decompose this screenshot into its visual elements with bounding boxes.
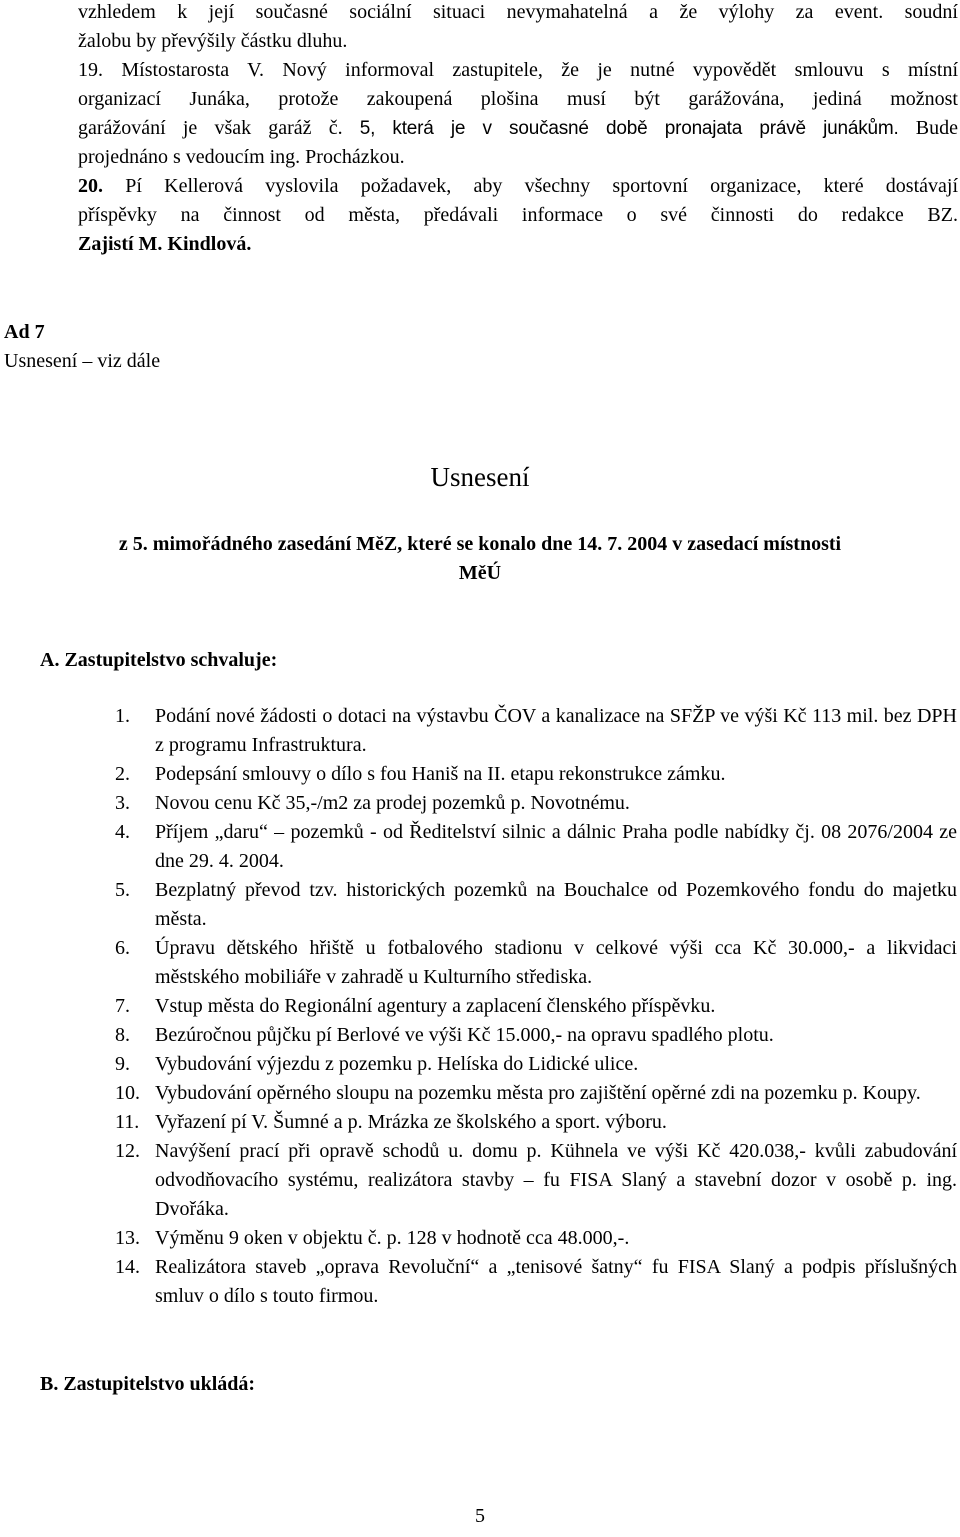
list-item: 9. Vybudování výjezdu z pozemku p. Helíska do Lidické ulice. [115,1053,639,1075]
subtitle-line: MěÚ [458,562,502,584]
list-item: 8. Bezúročnou půjčku pí Berlové ve výši Kč 15.000,- na opravu spadlého plotu. [115,1024,774,1046]
ad7-heading: Ad 7 [4,321,45,343]
list-item: 2. Podepsání smlouvy o dílo s fou Haniš na II. etapu rekonstrukce zámku. [115,763,726,785]
paragraph-19 [78,56,958,172]
paragraph-number: 19. [78,59,103,81]
ad7-text: Usnesení – viz dále [4,350,161,372]
list-item: 4. Příjem „daru“ – pozemků - od Ředitelství silnic a dálnic Praha podle nabídky čj. 08 2076/2004 ze dne 29. 4. 2004. [115,821,957,872]
section-a-list [115,702,957,1311]
resolution-title: Usnesení [430,462,530,492]
page-number: 5 [475,1505,485,1527]
text-line-bold: Zajistí M. Kindlová. [78,233,252,255]
text-line: žalobu by převýšily částku dluhu. [78,30,348,52]
text-line-sans: 5, která je v současné době pronajata právě junákům. [359,118,899,139]
text-line: Místostarosta V. Nový informoval zastupitele, že je nutné vypovědět smlouvu s místní [121,59,958,81]
text-line: Bude [915,117,958,139]
paragraph-18-end [78,27,958,56]
text-line: organizací Junáka, protože zakoupená plošina musí být garážována, jediná možnost [78,88,958,110]
list-item: 14. Realizátora staveb „oprava Revoluční“ a „tenisové šatny“ fu FISA Slaný a podpis příslušných smluv o dílo s touto firmou. [115,1256,957,1307]
paragraph-number: 20. [78,175,103,197]
text-line: garážování je však garáž č. [78,117,343,139]
subtitle-line: z 5. mimořádného zasedání MěZ, které se konalo dne 14. 7. 2004 v zasedací místnosti [118,533,842,555]
ad7-section [4,318,160,376]
section-b-heading: B. Zastupitelstvo ukládá: [40,1373,256,1395]
list-item: 11. Vyřazení pí V. Šumné a p. Mrázka ze školského a sport. výboru. [115,1111,667,1133]
list-item: 13. Výměnu 9 oken v objektu č. p. 128 v hodnotě cca 48.000,-. [115,1227,630,1249]
text-line: Pí Kellerová vyslovila požadavek, aby všechny sportovní organizace, které dostávají [125,175,958,197]
list-item: 5. Bezplatný převod tzv. historických pozemků na Bouchalce od Pozemkového fondu do majetku města. [115,879,957,930]
list-item: 6. Úpravu dětského hřiště u fotbalového stadionu v celkové výši cca Kč 30.000,- a likvidaci městského mobiliáře v zahradě u Kulturního střediska. [115,937,957,988]
paragraph-20 [78,172,958,259]
list-item: 7. Vstup města do Regionální agentury a zaplacení členského příspěvku. [115,995,716,1017]
list-item: 3. Novou cenu Kč 35,-/m2 za prodej pozemků p. Novotnému. [115,792,630,814]
list-item: 1. Podání nové žádosti o dotaci na výstavbu ČOV a kanalizace na SFŽP ve výši Kč 113 mil. bez DPH z programu Infrastruktura. [115,705,957,756]
text-line: projednáno s vedoucím ing. Procházkou. [78,146,405,168]
text-line: vzhledem k její současné sociální situaci nevymahatelná a že výlohy za event. soudní [78,1,958,23]
resolution-subtitle [0,530,960,588]
section-a-heading: A. Zastupitelstvo schvaluje: [40,649,278,671]
list-item: 12. Navýšení prací při opravě schodů u. domu p. Kühnela ve výši Kč 420.038,- kvůli zabudování odvodňovacího systému, realizátora stavby – fu FISA Slaný a stavební dozor v osobě p. ing. Dvořáka. [115,1140,957,1220]
paragraph-18-continuation [78,0,958,27]
text-line: příspěvky na činnost od města, předávali informace o své činnosti do redakce BZ. [78,204,958,226]
list-item: 10. Vybudování opěrného sloupu na pozemku města pro zajištění opěrné zdi na pozemku p. Koupy. [115,1082,921,1104]
